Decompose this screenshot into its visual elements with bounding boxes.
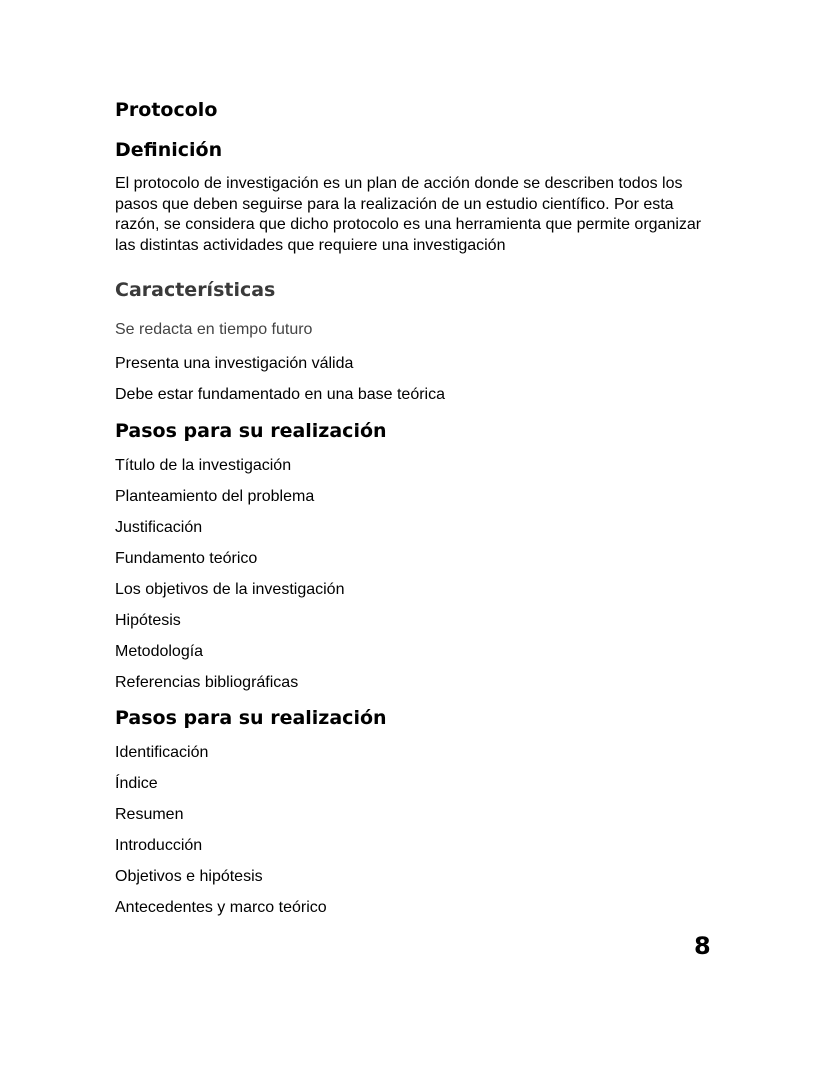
step-item: Identificación	[115, 744, 209, 761]
step-item: Metodología	[115, 643, 204, 660]
step-item: Fundamento teórico	[115, 550, 258, 567]
step-item: Justificación	[115, 519, 203, 536]
step-item: Resumen	[115, 806, 184, 823]
definition-line: las distintas actividades que requiere una investigación	[115, 236, 506, 254]
steps-heading-1: Pasos para su realización	[115, 420, 387, 442]
definition-heading: Definición	[115, 139, 223, 161]
page-number: 8	[694, 932, 711, 960]
step-item: Referencias bibliográficas	[115, 674, 299, 691]
page-title: Protocolo	[115, 99, 218, 121]
characteristic-item: Debe estar fundamentado en una base teórica	[115, 386, 446, 403]
definition-line: razón, se considera que dicho protocolo es una herramienta que permite organizar	[115, 216, 702, 233]
step-item: Antecedentes y marco teórico	[115, 899, 327, 916]
definition-paragraph	[115, 174, 725, 256]
definition-line: El protocolo de investigación es un plan de acción donde se describen todos los	[115, 175, 683, 192]
step-item: Título de la investigación	[115, 457, 292, 474]
step-item: Los objetivos de la investigación	[115, 581, 345, 598]
characteristic-item: Presenta una investigación válida	[115, 355, 354, 372]
characteristics-heading: Características	[115, 279, 276, 301]
steps-heading-2: Pasos para su realización	[115, 707, 387, 729]
step-item: Hipótesis	[115, 612, 181, 629]
step-item: Introducción	[115, 837, 203, 854]
step-item: Planteamiento del problema	[115, 488, 315, 505]
definition-line: pasos que deben seguirse para la realización de un estudio científico. Por esta	[115, 195, 674, 213]
characteristic-item: Se redacta en tiempo futuro	[115, 321, 313, 338]
step-item: Objetivos e hipótesis	[115, 868, 263, 885]
step-item: Índice	[115, 775, 158, 792]
